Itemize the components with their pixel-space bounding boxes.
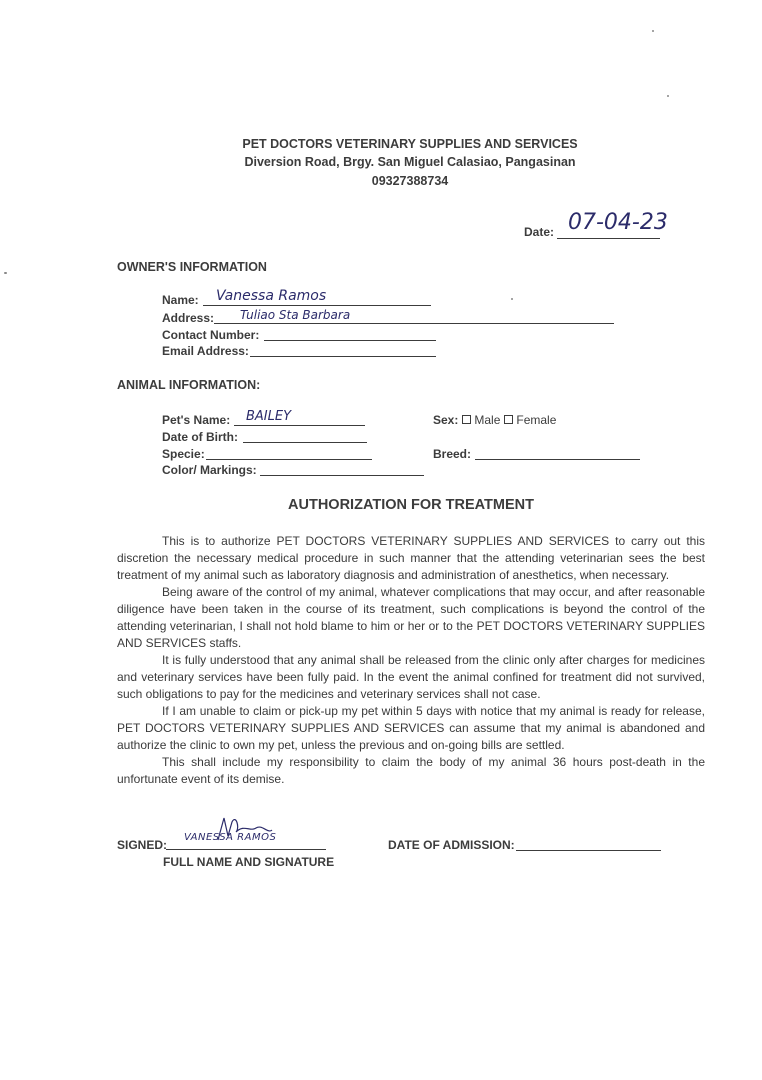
male-checkbox[interactable] <box>462 415 471 424</box>
owner-address-label: Address: <box>162 311 215 325</box>
signature-caption: FULL NAME AND SIGNATURE <box>163 855 335 869</box>
company-phone: 09327388734 <box>371 174 449 188</box>
signed-label: SIGNED: <box>117 838 168 852</box>
owner-contact-label: Contact Number: <box>162 328 260 342</box>
authorization-paragraph: If I am unable to claim or pick-up my pet within 5 days with notice that my animal is ready for release, PET DOCTORS VETERINARY SUPPLIES AND SERVICES can assume that my animal is abandoned and authorize the clinic to own my pet, unless the previous and on-going bills are settled. <box>117 704 705 752</box>
scan-speck <box>511 298 513 300</box>
owner-address-line <box>214 323 614 324</box>
pet-name-value: BAILEY <box>246 409 292 424</box>
specie-line <box>206 459 372 460</box>
animal-heading: ANIMAL INFORMATION: <box>117 378 261 392</box>
dob-label: Date of Birth: <box>162 430 238 444</box>
scan-speck <box>4 272 7 274</box>
signed-name-value: VANESSA RAMOS <box>184 832 277 843</box>
owner-email-label: Email Address: <box>162 344 249 358</box>
female-checkbox[interactable] <box>504 415 513 424</box>
company-address: Diversion Road, Brgy. San Miguel Calasiao, Pangasinan <box>244 155 576 169</box>
scan-speck <box>652 30 654 32</box>
color-label: Color/ Markings: <box>162 463 257 477</box>
owner-email-line <box>250 356 436 357</box>
owner-name-line <box>203 305 431 306</box>
authorization-body <box>117 533 705 788</box>
signature-scribble <box>210 810 280 850</box>
authorization-title: AUTHORIZATION FOR TREATMENT <box>288 497 534 513</box>
scan-speck <box>667 95 669 97</box>
date-line <box>557 238 660 239</box>
authorization-paragraph: This is to authorize PET DOCTORS VETERINARY SUPPLIES AND SERVICES to carry out this discretion the necessary medical procedure in such manner that the attending veterinarian sees the best treatment of my animal such as laboratory diagnosis and administration of anesthetics, when necessary. <box>117 534 705 582</box>
owner-contact-line <box>264 340 436 341</box>
pet-name-line <box>234 425 365 426</box>
company-name: PET DOCTORS VETERINARY SUPPLIES AND SERVICES <box>242 137 578 151</box>
dob-line <box>243 442 367 443</box>
admission-label: DATE OF ADMISSION: <box>388 838 515 852</box>
male-label: Male <box>474 413 501 427</box>
color-line <box>260 475 424 476</box>
breed-label: Breed: <box>433 447 472 461</box>
owner-name-label: Name: <box>162 293 199 307</box>
female-label: Female <box>516 413 557 427</box>
admission-line <box>516 850 661 851</box>
sex-field <box>433 413 556 427</box>
pet-name-label: Pet's Name: <box>162 413 231 427</box>
date-value: 07-04-23 <box>568 210 668 235</box>
owner-address-value: Tuliao Sta Barbara <box>240 308 351 322</box>
authorization-paragraph: This shall include my responsibility to claim the body of my animal 36 hours post-death in the unfortunate event of its demise. <box>117 755 705 786</box>
owner-name-value: Vanessa Ramos <box>216 288 327 304</box>
owner-heading: OWNER'S INFORMATION <box>117 260 267 274</box>
authorization-paragraph: Being aware of the control of my animal, whatever complications that may occur, and after reasonable diligence have been taken in the course of its treatment, such complications is beyond the control of the attending veterinarian, I shall not hold blame to him or her or to the PET DOCTORS VETERINARY SUPPLIES AND SERVICES staffs. <box>117 585 705 650</box>
authorization-paragraph: It is fully understood that any animal shall be released from the clinic only after charges for medicines and veterinary services have been fully paid. In the event the animal confined for treatment did not survived, such obligations to pay for the medicines and veterinary services shall not case. <box>117 653 705 701</box>
specie-label: Specie: <box>162 447 205 461</box>
date-label: Date: <box>524 225 555 239</box>
breed-line <box>475 459 640 460</box>
sex-label: Sex: <box>433 413 459 427</box>
